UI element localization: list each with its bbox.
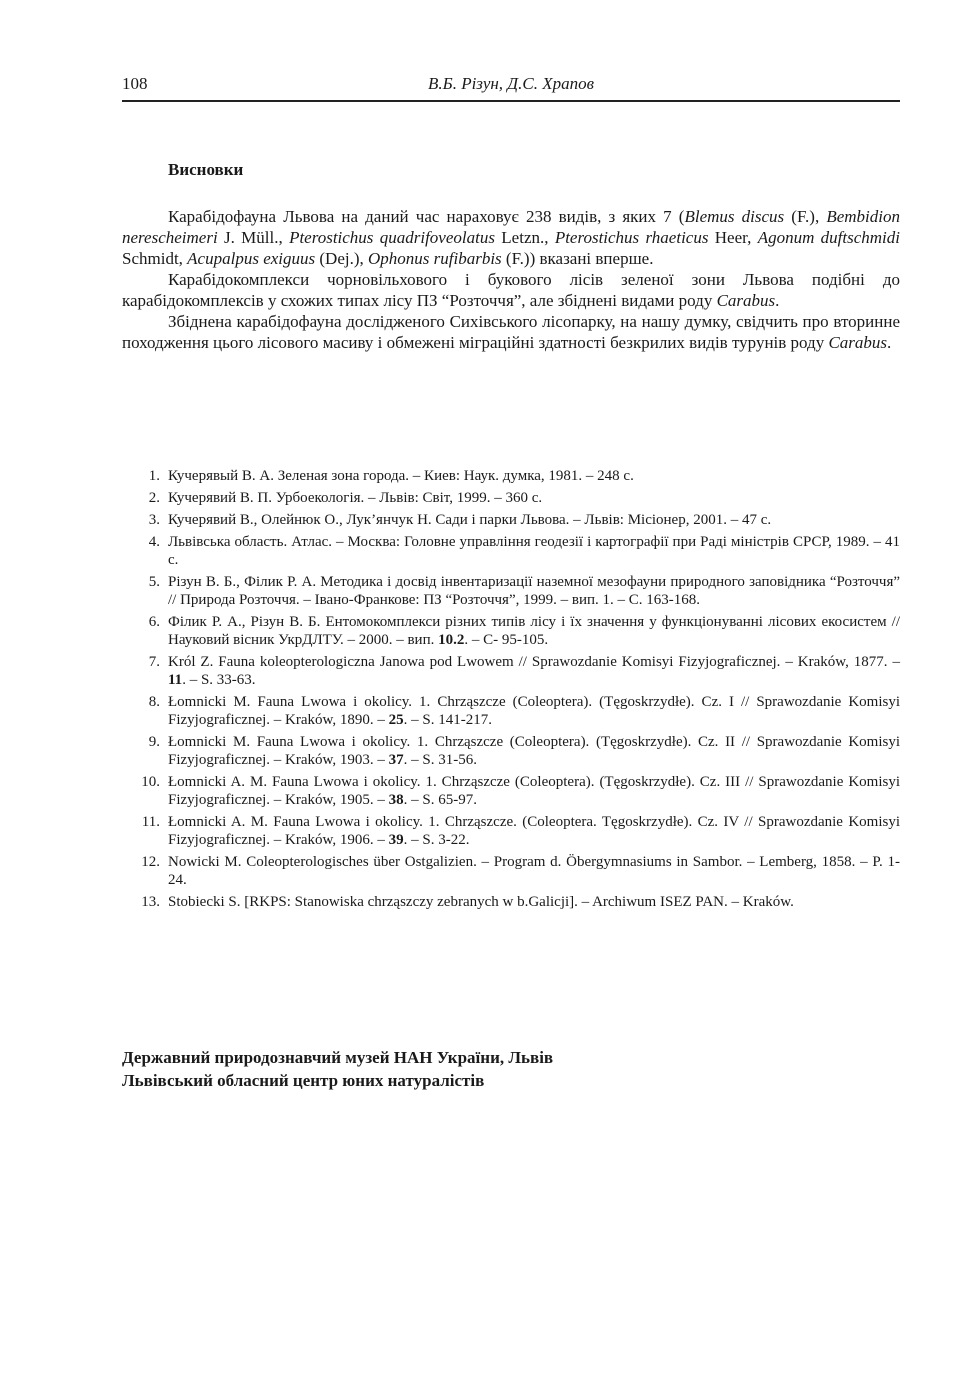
reference-item <box>122 467 900 485</box>
reference-number: 8. <box>148 694 160 710</box>
taxon-name: Pterostichus quadrifoveolatus <box>289 228 495 247</box>
text-run: (Dej.), <box>315 249 368 268</box>
reference-text <box>168 653 900 689</box>
reference-number: 1. <box>148 468 160 484</box>
reference-text <box>168 533 900 569</box>
reference-number: 9. <box>148 734 160 750</box>
text-run: Кучерявий В., Олейнюк О., Лук’янчук Н. Сади і парки Львова. – Львів: Місіонер, 2001. – 47 с. <box>168 512 772 528</box>
text-run: (F.)) вказані вперше. <box>501 249 654 268</box>
reference-item <box>122 693 900 729</box>
reference-text <box>168 773 900 809</box>
reference-text <box>168 853 900 889</box>
text-run: Łomnicki M. Fauna Lwowa i okolicy. 1. Chrząszcze (Coleoptera). (Tęgoskrzydłe). Cz. II // Sprawozdanie Komisyi Fizyjograficznej. – Kraków, 1903. – <box>168 734 900 768</box>
reference-number: 5. <box>148 574 160 590</box>
reference-item <box>122 613 900 649</box>
reference-number: 13. <box>141 894 160 910</box>
taxon-name: Ophonus rufibarbis <box>368 249 502 268</box>
reference-text <box>168 511 900 529</box>
reference-item <box>122 733 900 769</box>
volume-number: 25 <box>388 712 404 728</box>
reference-number: 11. <box>141 814 160 830</box>
affiliation-1: Державний природознавчий музей НАН України, Львів <box>122 1048 554 1067</box>
text-run: Heer, <box>708 228 758 247</box>
reference-number: 7. <box>148 654 160 670</box>
affiliations <box>122 1046 553 1092</box>
reference-number: 6. <box>148 614 160 630</box>
text-run: Кучерявый В. А. Зеленая зона города. – Киев: Наук. думка, 1981. – 248 с. <box>168 468 634 484</box>
volume-number: 10.2 <box>438 632 465 648</box>
reference-item <box>122 511 900 529</box>
text-run: . – S. 31-56. <box>403 752 477 768</box>
taxon-name: Carabus <box>828 333 888 352</box>
taxon-name: Bembidion nerescheimeri <box>122 207 900 247</box>
text-run: . <box>775 291 780 310</box>
text-run: . – S. 65-97. <box>403 792 477 808</box>
text-run: Łomnicki A. M. Fauna Lwowa i okolicy. 1. Chrząszcze (Coleoptera). (Tęgoskrzydłe). Cz. III // Sprawozdanie Komisyi Fizyjograficznej. – Kraków, 1905. – <box>168 774 900 808</box>
running-head: В.Б. Різун, Д.С. Храпов <box>428 74 594 93</box>
reference-item <box>122 893 900 911</box>
reference-item <box>122 853 900 889</box>
reference-number: 3. <box>148 512 160 528</box>
reference-number: 10. <box>141 774 160 790</box>
conclusions-body <box>122 206 900 353</box>
volume-number: 38 <box>388 792 404 808</box>
reference-text <box>168 573 900 609</box>
reference-text <box>168 893 900 911</box>
reference-number: 2. <box>148 490 160 506</box>
volume-number: 39 <box>388 832 404 848</box>
text-run: . – S. 3-22. <box>403 832 470 848</box>
reference-text <box>168 613 900 649</box>
text-run: Nowicki M. Coleopterologisches über Ostgalizien. – Program d. Öbergymnasiums in Sambor. – Lemberg, 1858. – P. 1-24. <box>168 854 900 888</box>
taxon-name: Blemus discus <box>684 207 785 226</box>
text-run: Львівська область. Атлас. – Москва: Головне управління геодезії і картографії при Раді міністрів СРСР, 1989. – 41 с. <box>168 534 900 568</box>
text-run: Schmidt, <box>122 249 188 268</box>
reference-text <box>168 489 900 507</box>
text-run: Letzn., <box>494 228 555 247</box>
reference-item <box>122 773 900 809</box>
section-title: Висновки <box>168 160 244 179</box>
text-run: Карабідокомплекси чорновільхового і букового лісів зеленої зони Львова подібні до карабідокомплексів у схожих типах лісу ПЗ “Розточчя”, але збіднені видами роду <box>122 270 900 310</box>
reference-text <box>168 813 900 849</box>
text-run: Łomnicki M. Fauna Lwowa i okolicy. 1. Chrząszcze (Coleoptera). (Tęgoskrzydłe). Cz. I // Sprawozdanie Komisyi Fizyjograficznej. – Kraków, 1890. – <box>168 694 900 728</box>
reference-text <box>168 693 900 729</box>
reference-item <box>122 533 900 569</box>
page-number: 108 <box>122 74 148 93</box>
text-run: Збіднена карабідофауна дослідженого Сихівського лісопарку, на нашу думку, свідчить про вторинне походження цього лісового масиву і обмежені міграційні здатності безкрилих видів турунів роду <box>122 312 900 352</box>
text-run: Різун В. Б., Філик Р. А. Методика і досвід інвентаризації наземної мезофауни природного заповідника “Розточчя” // Природа Розточчя. – Івано-Франкове: ПЗ “Розточчя”, 1999. – вип. 1. – С. 163-168. <box>168 574 900 608</box>
reference-item <box>122 573 900 609</box>
paragraph <box>122 311 900 353</box>
affiliation-2: Львівський обласний центр юних натуралістів <box>122 1071 485 1090</box>
reference-text <box>168 467 900 485</box>
reference-text <box>168 733 900 769</box>
text-run: . <box>887 333 892 352</box>
header-rule <box>122 100 900 102</box>
text-run: Карабідофауна Львова на даний час нараховує 238 видів, з яких 7 ( <box>168 207 685 226</box>
page-header <box>122 74 900 98</box>
text-run: (F.), <box>784 207 827 226</box>
volume-number: 11 <box>168 672 183 688</box>
reference-item <box>122 653 900 689</box>
taxon-name: Acupalpus exiguus <box>187 249 316 268</box>
text-run: . – S. 33-63. <box>182 672 256 688</box>
text-run: Філик Р. А., Різун В. Б. Ентомокомплекси різних типів лісу і їх значення у функціонуванні лісових екосистем // Науковий вісник УкрДЛТУ. – 2000. – вип. <box>168 614 900 648</box>
text-run: J. Müll., <box>217 228 290 247</box>
text-run: . – С- 95-105. <box>464 632 549 648</box>
volume-number: 37 <box>388 752 404 768</box>
taxon-name: Carabus <box>716 291 776 310</box>
text-run: Łomnicki A. M. Fauna Lwowa i okolicy. 1. Chrząszcze. (Coleoptera. Tęgoskrzydłe). Cz. IV // Sprawozdanie Komisyi Fizyjograficznej. – Kraków, 1906. – <box>168 814 900 848</box>
references-list <box>122 467 900 915</box>
text-run: Кучерявий В. П. Урбоекологія. – Львів: Світ, 1999. – 360 с. <box>168 490 543 506</box>
text-run: Król Z. Fauna koleopterologiczna Janowa pod Lwowem // Sprawozdanie Komisyi Fizyjograficznej. – Kraków, 1877. – <box>168 654 900 670</box>
text-run: . – S. 141-217. <box>403 712 492 728</box>
reference-item <box>122 489 900 507</box>
reference-number: 12. <box>141 854 160 870</box>
taxon-name: Pterostichus rhaeticus <box>554 228 709 247</box>
reference-item <box>122 813 900 849</box>
reference-number: 4. <box>148 534 160 550</box>
paragraph <box>122 206 900 269</box>
text-run: Stobiecki S. [RKPS: Stanowiska chrząszczy zebranych w b.Galicji]. – Archiwum ISEZ PAN. – Kraków. <box>168 894 794 910</box>
paragraph <box>122 269 900 311</box>
taxon-name: Agonum duftschmidi <box>757 228 900 247</box>
